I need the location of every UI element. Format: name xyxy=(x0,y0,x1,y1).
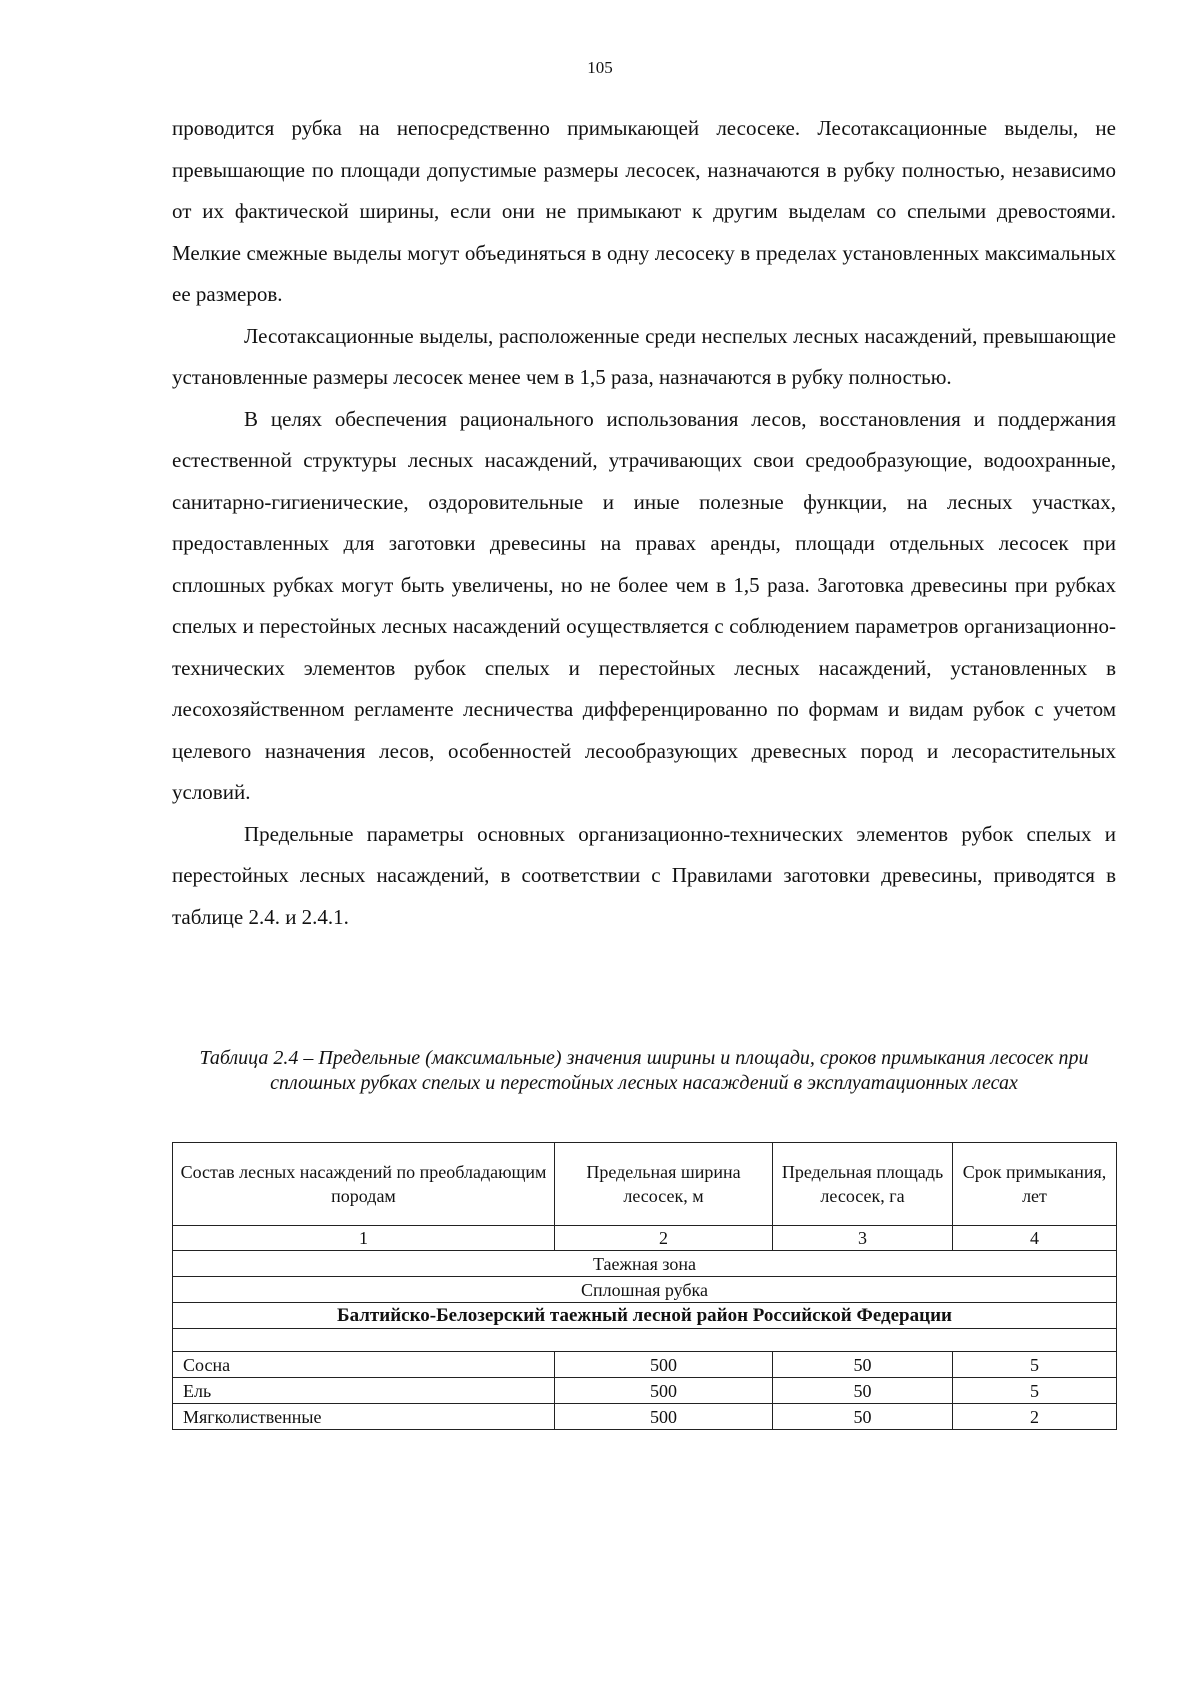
felling-type-row xyxy=(173,1277,1117,1303)
column-number-row xyxy=(173,1226,1117,1251)
zone-cell: Таежная зона xyxy=(173,1251,1117,1277)
empty-row xyxy=(173,1329,1117,1352)
body-text xyxy=(172,108,1116,938)
region-row xyxy=(173,1303,1117,1329)
width-cell: 500 xyxy=(555,1352,773,1378)
term-cell: 2 xyxy=(953,1404,1117,1430)
paragraph-4: Предельные параметры основных организационно-технических элементов рубок спелых и перестойных лесных насаждений, в соответствии с Правилами заготовки древесины, приводятся в таблице 2.4. и 2.4.1. xyxy=(172,821,1116,929)
area-cell: 50 xyxy=(773,1404,953,1430)
column-number: 1 xyxy=(173,1226,555,1251)
table-container xyxy=(172,1142,1116,1430)
table-caption: Таблица 2.4 – Предельные (максимальные) значения ширины и площади, сроков примыкания лесосек при сплошных рубках спелых и перестойных лесных насаждений в эксплуатационных лесах xyxy=(199,1047,1089,1094)
paragraph-1: проводится рубка на непосредственно примыкающей лесосеке. Лесотаксационные выделы, не превышающие по площади допустимые размеры лесосек, назначаются в рубку полностью, независимо от их фактической ширины, если они не примыкают к другим выделам со спелыми древостоями. Мелкие смежные выделы могут объединяться в одну лесосеку в пределах установленных максимальных ее размеров. xyxy=(172,116,1116,306)
column-number: 2 xyxy=(555,1226,773,1251)
species-cell: Мягколиственные xyxy=(173,1404,555,1430)
header-width: Предельная ширина лесосек, м xyxy=(555,1143,773,1226)
felling-parameters-table xyxy=(172,1142,1117,1430)
zone-row xyxy=(173,1251,1117,1277)
species-cell: Ель xyxy=(173,1378,555,1404)
header-species: Состав лесных насаждений по преобладающим породам xyxy=(173,1143,555,1226)
column-number: 4 xyxy=(953,1226,1117,1251)
table-row xyxy=(173,1404,1117,1430)
area-cell: 50 xyxy=(773,1378,953,1404)
term-cell: 5 xyxy=(953,1378,1117,1404)
table-header-row xyxy=(173,1143,1117,1226)
term-cell: 5 xyxy=(953,1352,1117,1378)
page-number: 105 xyxy=(587,58,613,77)
width-cell: 500 xyxy=(555,1378,773,1404)
header-term: Срок примыкания, лет xyxy=(953,1143,1117,1226)
width-cell: 500 xyxy=(555,1404,773,1430)
paragraph-3: В целях обеспечения рационального использования лесов, восстановления и поддержания естественной структуры лесных насаждений, утрачивающих свои средообразующие, водоохранные, санитарно-гигиенические, оздоровительные и иные полезные функции, на лесных участках, предоставленных для заготовки древесины на правах аренды, площади отдельных лесосек при сплошных рубках могут быть увеличены, но не более чем в 1,5 раза. Заготовка древесины при рубках спелых и перестойных лесных насаждений осуществляется с соблюдением параметров организационно-технических элементов рубок спелых и перестойных лесных насаждений, установленных в лесохозяйственном регламенте лесничества дифференцированно по формам и видам рубок с учетом целевого назначения лесов, особенностей лесообразующих древесных пород и лесорастительных условий. xyxy=(172,406,1116,804)
species-cell: Сосна xyxy=(173,1352,555,1378)
felling-type-cell: Сплошная рубка xyxy=(173,1277,1117,1303)
column-number: 3 xyxy=(773,1226,953,1251)
area-cell: 50 xyxy=(773,1352,953,1378)
region-cell: Балтийско-Белозерский таежный лесной район Российской Федерации xyxy=(173,1303,1117,1329)
table-row xyxy=(173,1352,1117,1378)
table-row xyxy=(173,1378,1117,1404)
empty-cell xyxy=(173,1329,1117,1352)
header-area: Предельная площадь лесосек, га xyxy=(773,1143,953,1226)
paragraph-2: Лесотаксационные выделы, расположенные среди неспелых лесных насаждений, превышающие установленные размеры лесосек менее чем в 1,5 раза, назначаются в рубку полностью. xyxy=(172,323,1116,389)
